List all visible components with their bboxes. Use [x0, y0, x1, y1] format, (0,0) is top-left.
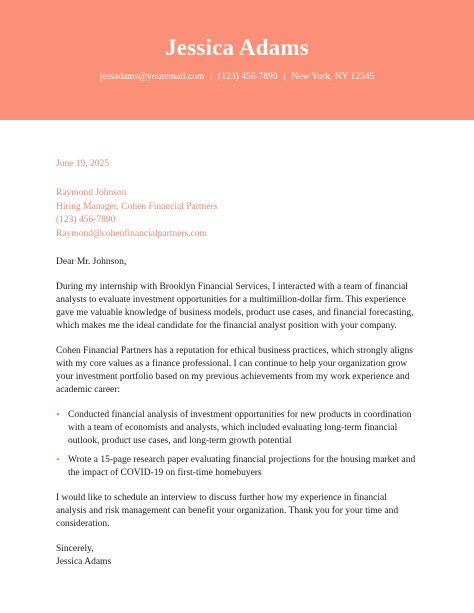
- paragraph-company: Cohen Financial Partners has a reputation for ethical business practices, which strongly aligns with my core values as a finance professional. I can continue to help your organization grow your investment portfolio based on my previous achievements from my work experience and academic career:: [56, 346, 413, 395]
- separator: |: [283, 72, 286, 82]
- separator: |: [210, 72, 213, 82]
- applicant-phone: (123) 456-7890: [218, 72, 278, 82]
- signoff-block: [56, 543, 418, 569]
- list-item: [56, 454, 418, 480]
- applicant-email: jessadams@youremail.com: [99, 72, 205, 82]
- bullet-dot-icon: •: [56, 409, 60, 421]
- recipient-phone: (123) 456-7890: [56, 215, 116, 225]
- bullet-text: Wrote a 15-page research paper evaluating financial projections for the housing market and the impact of COVID-19 on first-time homebuyers: [68, 455, 416, 478]
- applicant-location: New York, NY 12345: [291, 72, 375, 82]
- paragraph-closing: I would like to schedule an interview to discuss further how my experience in financial analysis and risk management can benefit your organization. Thank you for your time and consideration.: [56, 493, 399, 529]
- recipient-email: Raymond@cohenfinancialpartners.com: [56, 228, 207, 239]
- salutation: Dear Mr. Johnson,: [56, 257, 127, 267]
- letter-body: [0, 158, 474, 569]
- achievement-list: [56, 409, 418, 480]
- resume-header: [0, 0, 474, 120]
- letter-date: June 19, 2025: [56, 159, 110, 169]
- contact-line: [0, 71, 474, 83]
- list-item: [56, 409, 418, 448]
- paragraph-intro: During my internship with Brooklyn Financial Services, I interacted with a team of financial analysts to evaluate investment opportunities for a multimillion-dollar firm. This experience gave me valuable knowledge of business models, product use cases, and financial forecasting, which makes me the ideal candidate for the financial analyst position with your company.: [56, 282, 414, 331]
- bullet-dot-icon: •: [56, 454, 60, 466]
- recipient-title: Hiring Manager, Cohen Financial Partners: [56, 201, 218, 212]
- recipient-name: Raymond Johnson: [56, 188, 127, 198]
- recipient-block: [56, 187, 418, 241]
- applicant-name: Jessica Adams: [165, 35, 309, 60]
- signature-name: Jessica Adams: [56, 557, 112, 567]
- bullet-text: Conducted financial analysis of investment opportunities for new products in coordination with a team of economists and analysts, which included evaluating long-term financial outlook, product use cases, and long-term growth potential: [68, 410, 412, 446]
- closing-phrase: Sincerely,: [56, 544, 94, 554]
